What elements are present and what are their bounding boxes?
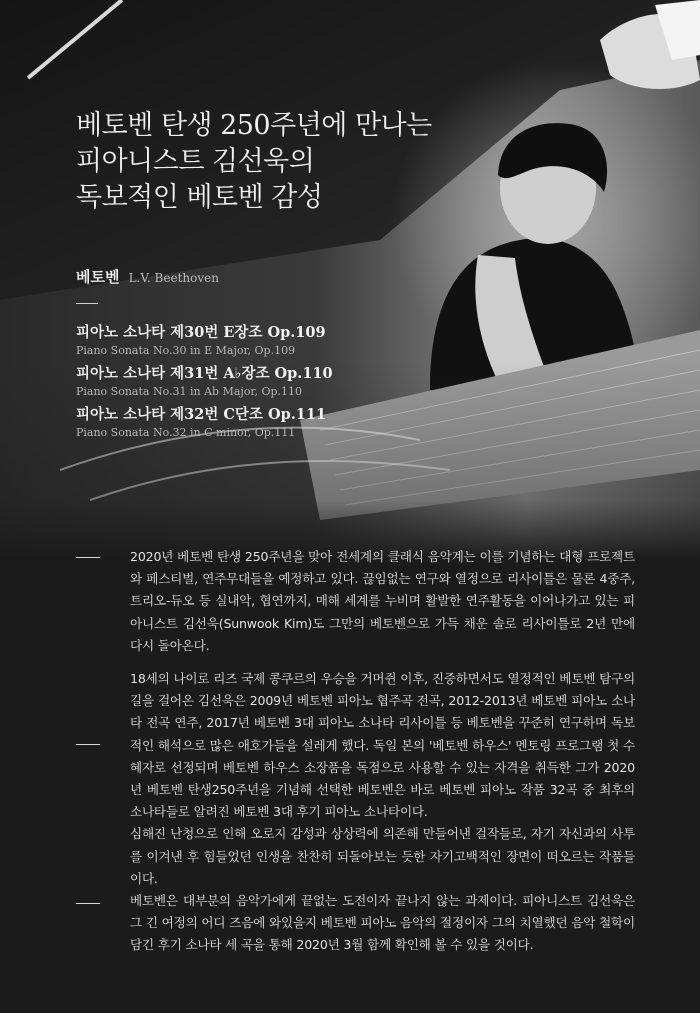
headline-line-1: 베토벤 탄생 250주년에 만나는 xyxy=(76,110,432,141)
body-paragraph xyxy=(130,668,635,890)
composer-name-ko: 베토벤 xyxy=(76,268,120,286)
program-title-ko: 피아노 소나타 제32번 C단조 Op.111 xyxy=(76,406,327,423)
composer-name-en: L.V. Beethoven xyxy=(128,271,219,285)
paragraph-text: 베토벤은 대부분의 음악가에게 끝없는 도전이자 끝나지 않는 과제이다. 피아니스트 김선욱은 그 긴 여정의 어디 즈음에 와있을지 베토벤 피아노 음악의 절정이자 그의 치열했던 음악 철학이 담긴 후기 소나타 세 곡을 통해 2020년 3월 함께 확인해 볼 수 있을 것이다. xyxy=(130,893,635,953)
program-title-ko: 피아노 소나타 제30번 E장조 Op.109 xyxy=(76,324,326,341)
program-title-ko: 피아노 소나타 제31번 A♭장조 Op.110 xyxy=(76,365,333,382)
paragraph-marker xyxy=(76,557,100,558)
program-list xyxy=(76,323,333,446)
body-paragraph xyxy=(130,890,635,957)
headline-line-2: 피아니스트 김선욱의 xyxy=(76,146,315,177)
body-paragraph xyxy=(130,546,635,657)
program-title-en: Piano Sonata No.30 in E Major, Op.109 xyxy=(76,344,296,357)
paragraph-text: 심해진 난청으로 인해 오로지 감성과 상상력에 의존해 만들어낸 걸작들로, 자기 자신과의 사투를 이겨낸 후 힘들었던 인생을 찬찬히 되돌아보는 듯한 자기고백적인 장면이 떠오르는 작품들이다. xyxy=(130,826,635,886)
headline-line-3: 독보적인 베토벤 감성 xyxy=(76,182,323,213)
paragraph-marker xyxy=(76,744,100,745)
paragraph-text: 18세의 나이로 리즈 국제 콩쿠르의 우승을 거머쥔 이후, 진중하면서도 열정적인 베토벤 탐구의 길을 걸어온 김선욱은 2009년 베토벤 피아노 협주곡 전곡, 2012-2013년 베토벤 피아노 소나타 전곡 연주, 2017년 베토벤 3대 피아노 소나타 리사이틀 등 베토벤을 꾸준히 연구하며 독보적인 해석으로 많은 애호가들을 설레게 했다. 독일 본의 '베토벤 하우스' 멘토링 프로그램 첫 수혜자로 선정되며 베토벤 하우스 소장품을 독점으로 사용할 수 있는 자격을 취득한 그가 2020년 베토벤 탄생250주년을 기념해 선택한 베토벤은 바로 베토벤 피아노 작품 32곡 중 최후의 소나타들로 알려진 베토벤 3대 후기 피아노 소나타이다. xyxy=(130,671,635,820)
program-item xyxy=(76,405,333,440)
paragraph-marker xyxy=(76,903,100,904)
headline xyxy=(76,108,536,216)
paragraph-text: 2020년 베토벤 탄생 250주년을 맞아 전세계의 클래식 음악계는 이를 기념하는 대형 프로젝트와 페스티벌, 연주무대들을 예정하고 있다. 끊임없는 연구와 열정으로 리사이틀은 물론 4중주, 트리오-듀오 등 실내악, 협연까지, 매해 세계를 누비며 활발한 연주활동을 이어나가고 있는 피아니스트 김선욱(Sunwook Kim)도 그만의 베토벤으로 가득 채운 솔로 리사이틀로 2년 만에 다시 돌아온다. xyxy=(130,549,635,653)
program-item xyxy=(76,323,333,358)
program-title-en: Piano Sonata No.32 in C minor, Op.111 xyxy=(76,426,296,439)
composer-credit xyxy=(76,266,219,287)
divider xyxy=(76,303,98,304)
program-item xyxy=(76,364,333,399)
program-title-en: Piano Sonata No.31 in Ab Major, Op.110 xyxy=(76,385,303,398)
